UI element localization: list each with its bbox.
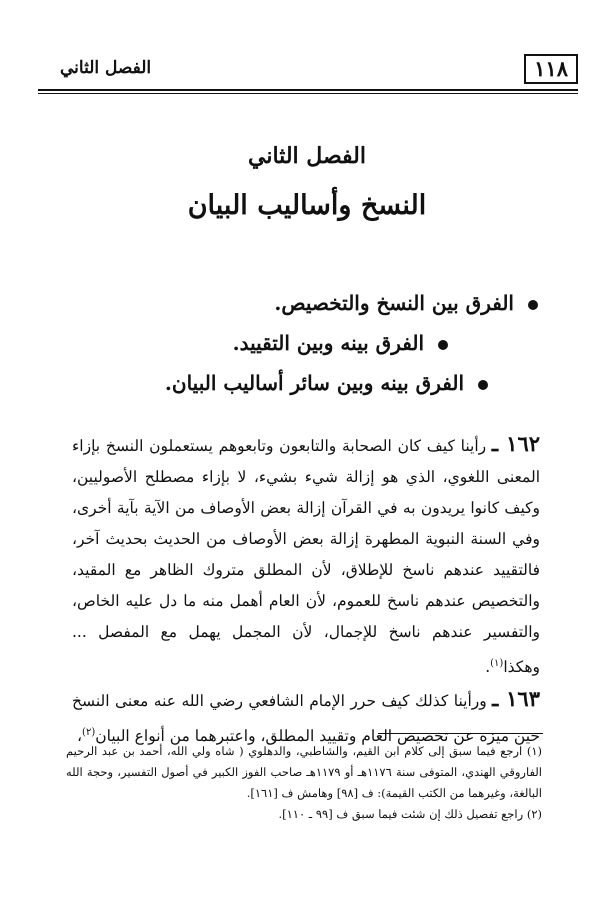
footnote: (١) ارجع فيما سبق إلى كلام ابن القيم، والشاطبي، والدهلوي ( شاه ولي الله، أحمد بن عبد الرحيم الفاروقي الهندي، المتوفى سنة ١١٧٦هـ أو ١١٧٩هـ صاحب الفوز الكبير في أصول التفسير، وحجة الله البالغة، وغيرهما من الكتب القيمة): ف [٩٨] وهامش ف [١٦١]. — [66, 744, 542, 800]
header-rule — [38, 89, 578, 91]
body-text — [72, 428, 540, 752]
bullet-icon — [528, 300, 538, 310]
paragraph-text: رأينا كيف كان الصحابة والتابعون وتابعوهم يستعملون النسخ بإزاء المعنى اللغوي، الذي هو إزالة شيء بشيء، لا بإزاء مصطلح الأصوليين، وكيف كانوا يريدون به في القرآن إزالة بعض الأوصاف من الآية بآية أخرى، وفي السنة النبوية المطهرة إزالة بعض الأوصاف من الحديث بحديث آخر، فالتقييد عندهم ناسخ للإطلاق، لأن المطلق متروك الظاهر مع المقيد، والتخصيص عندهم ناسخ للعموم، لأن العام أهمل منه ما دل عليه الخاص، والتفسير عندهم ناسخ للإجمال، لأن المجمل يهمل مع المفصل ... وهكذا — [72, 437, 540, 677]
page-number: ١١٨ — [524, 54, 578, 84]
paragraph-text: ورأينا كذلك كيف حرر الإمام الشافعي رضي الله عنه معنى النسخ حين ميزه عن تخصيص العام وتقييد المطلق، واعتبرهما من أنواع البيان — [72, 692, 540, 746]
topic-text: الفرق بينه وبين سائر أساليب البيان. — [164, 371, 464, 395]
topic-item — [64, 322, 544, 362]
topic-text: الفرق بينه وبين التقييد. — [232, 331, 424, 355]
chapter-label: الفصل الثاني — [248, 143, 366, 169]
footnote-ref[interactable]: (١) — [490, 658, 504, 669]
topic-text: الفرق بين النسخ والتخصيص. — [274, 291, 514, 315]
paragraph-number: ١٦٣ ـ — [492, 686, 540, 712]
topic-item — [64, 362, 544, 402]
running-head: الفصل الثاني — [60, 58, 152, 78]
chapter-title: النسخ وأساليب البيان — [187, 190, 427, 221]
topic-list — [64, 282, 544, 402]
footnotes — [66, 741, 542, 825]
paragraph-number: ١٦٢ ـ — [491, 431, 541, 456]
topic-item — [64, 282, 544, 322]
paragraph: ١٦٢ ـ رأينا كيف كان الصحابة والتابعون وتابعوهم يستعملون النسخ بإزاء المعنى اللغوي، الذي هو إزالة شيء بشيء، لا بإزاء مصطلح الأصوليين، وكيف كانوا يريدون به في القرآن إزالة بعض الأوصاف من الآية بآية أخرى، وفي السنة النبوية المطهرة إزالة بعض الأوصاف من الحديث بحديث آخر، فالتقييد عندهم ناسخ للإطلاق، لأن المطلق متروك الظاهر مع المقيد، والتخصيص عندهم ناسخ للعموم، لأن العام أهمل منه ما دل عليه الخاص، والتفسير عندهم ناسخ للإجمال، لأن المجمل يهمل مع المفصل ... وهكذا$^{(١)}$. — [72, 431, 541, 677]
header-rule-thin — [38, 93, 578, 94]
paragraph: ١٦٣ ـ ورأينا كذلك كيف حرر الإمام الشافعي رضي الله عنه معنى النسخ حين ميزه عن تخصيص العام وتقييد المطلق، واعتبرهما من أنواع البيان$^{(٢)}$، — [72, 686, 540, 746]
page-header — [38, 48, 578, 88]
footnote-ref[interactable]: (٢) — [82, 727, 96, 739]
bullet-icon — [478, 380, 488, 390]
footnote-separator — [378, 733, 543, 734]
bullet-icon — [438, 340, 448, 350]
footnote: (٢) راجع تفصيل ذلك إن شئت فيما سبق ف [٩٩ ـ ١١٠]. — [278, 807, 542, 821]
